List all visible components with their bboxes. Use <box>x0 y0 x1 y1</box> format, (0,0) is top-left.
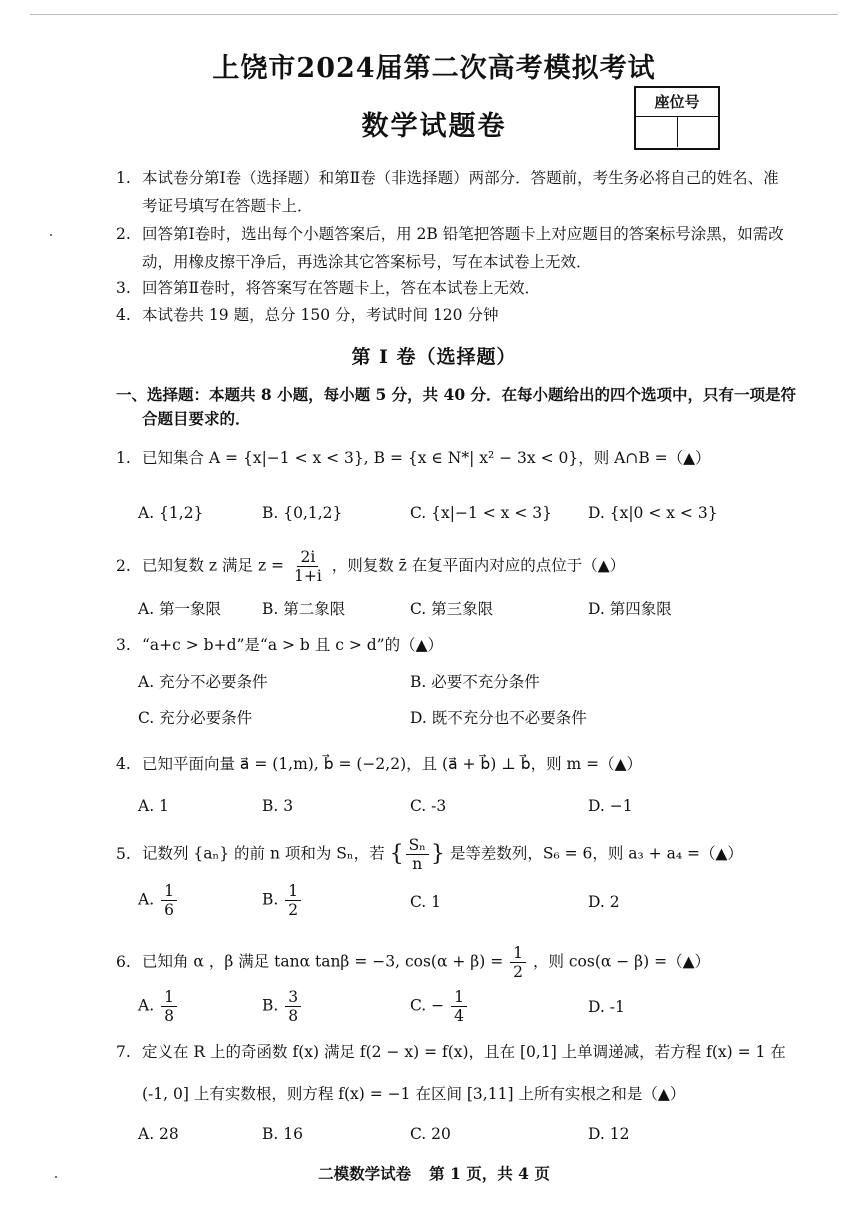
instruction-4: 4. 本试卷共 19 题，总分 150 分，考试时间 120 分钟 <box>116 306 499 324</box>
q2-option-b: B. 第二象限 <box>262 600 346 618</box>
q4-option-c: C. -3 <box>410 797 447 815</box>
q7-option-a: A. 28 <box>138 1125 179 1143</box>
footer-exam-name: 二模数学试卷 <box>318 1164 412 1183</box>
seat-cell-2 <box>677 117 719 147</box>
q7-option-b: B. 16 <box>262 1125 303 1143</box>
q1-option-b: B. {0,1,2} <box>262 504 343 522</box>
instruction-2: 2. 回答第Ⅰ卷时，选出每个小题答案后，用 2B 铅笔把答题卡上对应题目的答案标号涂黑，如需改 <box>116 225 784 243</box>
page-footer <box>0 1162 868 1184</box>
question-3: 3. “a+c > b+d”是“a > b 且 c > d”的（▲） <box>116 636 444 654</box>
q5-option-c: C. 1 <box>410 893 442 911</box>
q6-option-d: D. -1 <box>588 998 625 1016</box>
q6-option-a: A. $\frac{1}{8}$ <box>138 988 179 1025</box>
footer-page-number: 第 1 页，共 4 页 <box>429 1164 550 1183</box>
q3-option-d: D. 既不充分也不必要条件 <box>410 709 587 727</box>
q6-option-c: C. − $\frac{1}{4}$ <box>410 988 469 1025</box>
question-5: 5. 记数列 {aₙ} 的前 n 项和为 Sₙ，若 { $\frac{\text{Sₙ}}{n}$ } 是等差数列，S₆ = 6，则 a₃ + a₄ =（▲） <box>116 836 743 873</box>
q6-fraction: $\frac{1}{2}$ <box>510 944 526 981</box>
instruction-2-cont: 动，用橡皮擦干净后，再选涂其它答案标号，写在本试卷上无效． <box>142 253 592 271</box>
section-title: 第 I 卷（选择题） <box>351 346 517 368</box>
q7-option-c: C. 20 <box>410 1125 451 1143</box>
seat-number-label: 座位号 <box>636 88 718 117</box>
section-intro-cont: 合题目要求的． <box>142 409 251 428</box>
top-rule <box>30 14 838 15</box>
instruction-3: 3. 回答第Ⅱ卷时，将答案写在答题卡上，答在本试卷上无效． <box>116 279 541 297</box>
q3-option-a: A. 充分不必要条件 <box>138 673 268 691</box>
q3-option-b: B. 必要不充分条件 <box>410 673 540 691</box>
seat-number-box <box>634 86 720 150</box>
q5-option-a: A. $\frac{1}{6}$ <box>138 882 179 919</box>
q2-option-c: C. 第三象限 <box>410 600 494 618</box>
q2-fraction: $\frac{2i}{1+i}$ <box>293 548 322 585</box>
question-7-cont: (-1, 0] 上有实数根，则方程 f(x) = −1 在区间 [3,11] 上所有实根之和是（▲） <box>142 1085 686 1103</box>
question-6: 6. 已知角 α ，β 满足 tanα tanβ = −3, cos(α + β) = $\frac{1}{2}$ ，则 cos(α − β) =（▲） <box>116 944 711 981</box>
seat-cell-1 <box>636 117 677 147</box>
q7-option-d: D. 12 <box>588 1125 630 1143</box>
q1-option-a: A. {1,2} <box>138 504 204 522</box>
q5-fraction: $\frac{\text{Sₙ}}{n}$ <box>406 836 429 873</box>
section-intro: 一、选择题：本题共 8 小题，每小题 5 分，共 40 分．在每小题给出的四个选项中，只有一项是符 <box>116 385 797 404</box>
exam-title: 上饶市2024届第二次高考模拟考试 <box>212 53 656 84</box>
exam-subtitle: 数学试题卷 <box>361 111 507 142</box>
q1-option-c: C. {x|−1 < x < 3} <box>410 504 552 522</box>
q3-option-c: C. 充分必要条件 <box>138 709 253 727</box>
q5-option-d: D. 2 <box>588 893 620 911</box>
q4-option-d: D. −1 <box>588 797 633 815</box>
instruction-1-cont: 考证号填写在答题卡上． <box>142 197 313 215</box>
q2-option-a: A. 第一象限 <box>138 600 222 618</box>
q5-option-b: B. $\frac{1}{2}$ <box>262 882 303 919</box>
scan-speck <box>50 234 52 236</box>
question-4: 4. 已知平面向量 a⃗ = (1,m), b⃗ = (−2,2)，且 (a⃗ + b⃗) ⊥ b⃗，则 m =（▲） <box>116 755 643 773</box>
q4-option-b: B. 3 <box>262 797 294 815</box>
scan-speck <box>55 1176 57 1178</box>
question-1: 1. 已知集合 A = {x|−1 < x < 3}, B = {x ∈ N*| x² − 3x < 0}，则 A∩B =（▲） <box>116 449 711 467</box>
q6-option-b: B. $\frac{3}{8}$ <box>262 988 303 1025</box>
q1-option-d: D. {x|0 < x < 3} <box>588 504 718 522</box>
question-2: 2. 已知复数 z 满足 z = $\frac{2i}{1+i}$ ，则复数 z̄ 在复平面内对应的点位于（▲） <box>116 548 626 585</box>
question-7: 7. 定义在 R 上的奇函数 f(x) 满足 f(2 − x) = f(x)，且在 [0,1] 上单调递减，若方程 f(x) = 1 在 <box>116 1043 786 1061</box>
q2-option-d: D. 第四象限 <box>588 600 672 618</box>
q4-option-a: A. 1 <box>138 797 169 815</box>
instruction-1: 1. 本试卷分第Ⅰ卷（选择题）和第Ⅱ卷（非选择题）两部分．答题前，考生务必将自己的姓名、准 <box>116 169 779 187</box>
